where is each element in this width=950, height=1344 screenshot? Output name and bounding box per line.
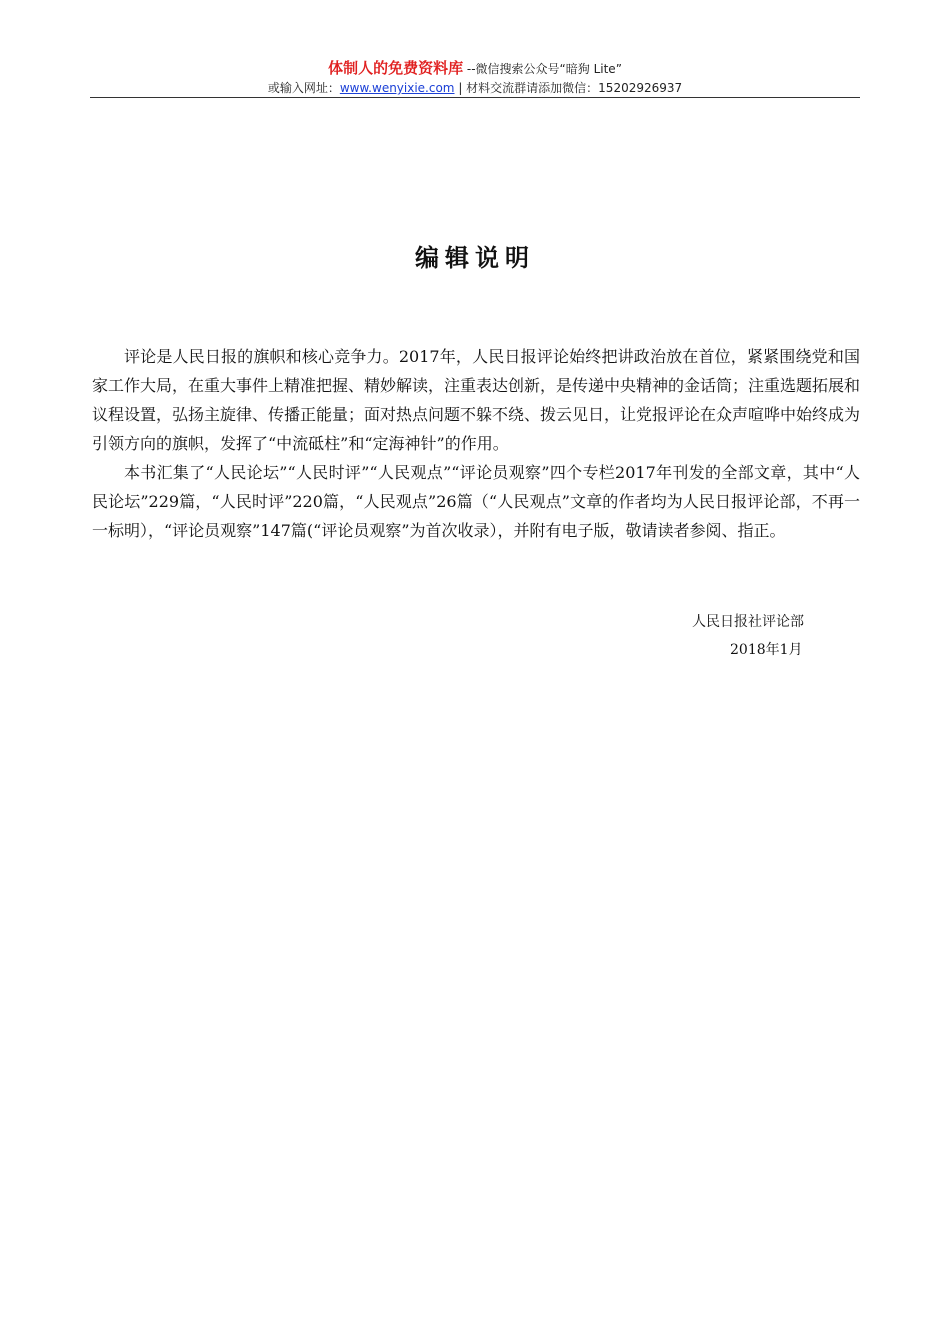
header-divider — [90, 97, 860, 98]
header-contact-line — [90, 79, 860, 97]
document-body — [92, 342, 860, 545]
paragraph-1: 评论是人民日报的旗帜和核心竞争力。2017年，人民日报评论始终把讲政治放在首位，紧紧围绕党和国家工作大局，在重大事件上精准把握、精妙解读，注重表达创新，是传递中央精神的金话筒；注重选题拓展和议程设置，弘扬主旋律、传播正能量；面对热点问题不躲不绕、拨云见日，让党报评论在众声喧哗中始终成为引领方向的旗帜，发挥了“中流砥柱”和“定海神针”的作用。 — [92, 347, 861, 453]
document-title: 编辑说明 — [415, 243, 535, 272]
signature-date: 2018年1月 — [730, 642, 803, 658]
header-subtitle: --微信搜索公众号“暗狗 Lite” — [463, 62, 622, 76]
header-url-link[interactable]: www.wenyixie.com — [339, 81, 455, 95]
paragraph-2: 本书汇集了“人民论坛”“人民时评”“人民观点”“评论员观察”四个专栏2017年刊发的全部文章，其中“人民论坛”229篇，“人民时评”220篇，“人民观点”26篇（“人民观点”文章的作者均为人民日报评论部，不再一一标明），“评论员观察”147篇(“评论员观察”为首次收录），并附有电子版，敬请读者参阅、指正。 — [92, 463, 860, 540]
header-title-line — [90, 58, 860, 79]
header-url-prefix: 或输入网址： — [267, 81, 340, 95]
signature-org: 人民日报社评论部 — [692, 614, 804, 630]
header-contact: | 材料交流群请添加微信：15202926937 — [454, 81, 683, 95]
header-brand: 体制人的免费资料库 — [328, 59, 464, 77]
page-header — [90, 58, 860, 97]
